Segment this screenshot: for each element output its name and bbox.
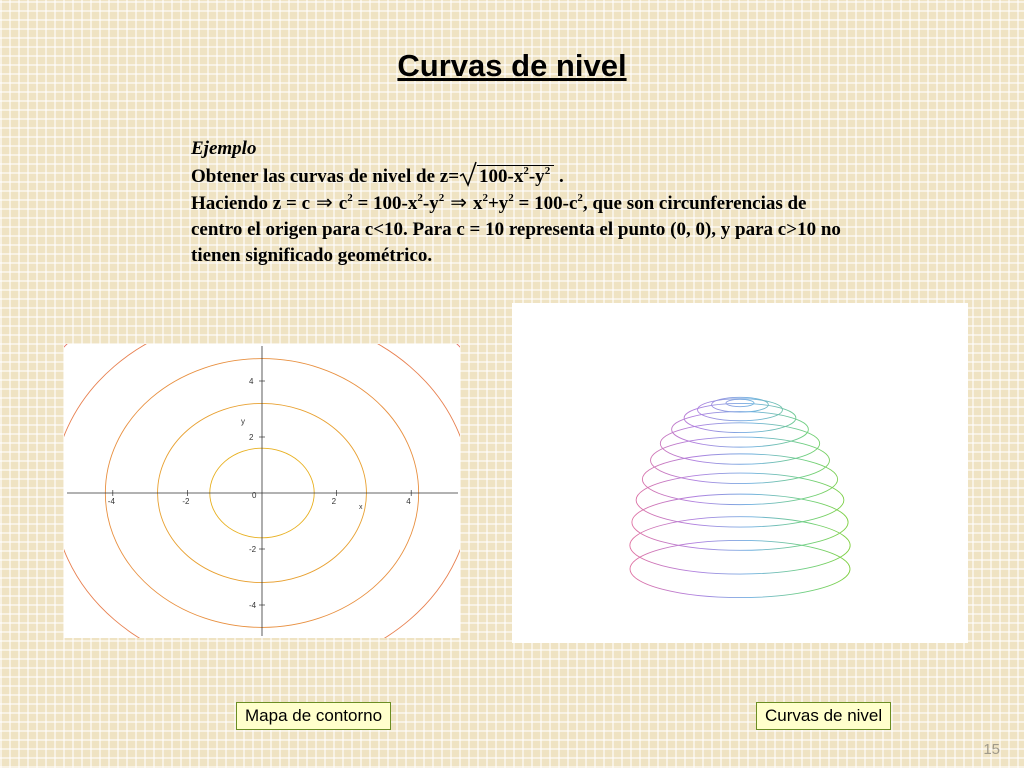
line2-part: c: [338, 193, 348, 214]
text-line-4: tienen significado geométrico.: [191, 245, 433, 266]
caption-contour-map: Mapa de contorno: [236, 702, 391, 730]
contour-plot: [64, 344, 460, 638]
x-axis-label: x: [359, 504, 363, 511]
text-line-3: centro el origen para c<10. Para c = 10 representa el punto (0, 0), y para c>10 no: [191, 219, 841, 240]
level-curve: [672, 412, 809, 448]
y-axis-label: y: [241, 417, 245, 426]
sqrt-term-b: -y: [528, 166, 545, 187]
exponent: 2: [347, 191, 353, 204]
implies-icon: ⇒: [450, 192, 467, 214]
level-curve: [630, 540, 850, 597]
line2-part: Haciendo z = c: [191, 193, 311, 214]
x-tick-label: 2: [331, 497, 337, 506]
exponent: 2: [523, 164, 529, 177]
level-curve: [630, 517, 850, 574]
line1-end: .: [558, 166, 564, 187]
surface-plot: [512, 303, 968, 643]
x-tick-label: 4: [406, 497, 411, 506]
line2-part: = 100-x: [352, 193, 418, 214]
level-curve: [651, 437, 830, 484]
y-tick-label: 2: [249, 433, 254, 442]
level-curve: [698, 399, 783, 421]
y-tick-label: -4: [249, 601, 257, 610]
line2-part: , que son circunferencias de: [582, 193, 807, 214]
sqrt-expression: [459, 164, 554, 190]
sqrt-term-a: 100-x: [479, 166, 524, 187]
line2-part: -y: [422, 193, 439, 214]
exponent: 2: [417, 191, 423, 204]
level-curve: [636, 473, 844, 527]
caption-level-curves: Curvas de nivel: [756, 702, 891, 730]
page-number: 15: [983, 741, 1000, 758]
exponent: 2: [508, 191, 514, 204]
example-label: Ejemplo: [191, 138, 257, 159]
line2-part: +y: [487, 193, 509, 214]
surface-plot-panel: [512, 303, 968, 643]
exponent: 2: [544, 164, 551, 177]
example-text: [191, 136, 991, 269]
exponent: 2: [482, 191, 488, 204]
line1-prefix: Obtener las curvas de nivel de: [191, 166, 436, 187]
level-curve: [684, 403, 796, 432]
x-tick-label: -4: [107, 497, 115, 506]
implies-icon: ⇒: [316, 192, 333, 214]
slide-title: Curvas de nivel: [397, 48, 627, 83]
formula-lhs: z=: [439, 166, 460, 187]
y-tick-label: 4: [249, 377, 254, 386]
level-curve: [632, 494, 848, 550]
contour-plot-panel: [64, 344, 460, 638]
sqrt-sign-icon: [459, 161, 477, 187]
x-tick-label: -2: [182, 497, 190, 506]
exponent: 2: [438, 191, 445, 204]
line2-part: = 100-c: [513, 193, 578, 214]
level-curve: [726, 399, 754, 406]
y-tick-label: -2: [249, 545, 257, 554]
line2-part: x: [472, 193, 483, 214]
exponent: 2: [577, 191, 583, 204]
text-line-2: [191, 190, 991, 217]
x-tick-label: 0: [252, 491, 257, 500]
text-line-1: [191, 164, 991, 190]
